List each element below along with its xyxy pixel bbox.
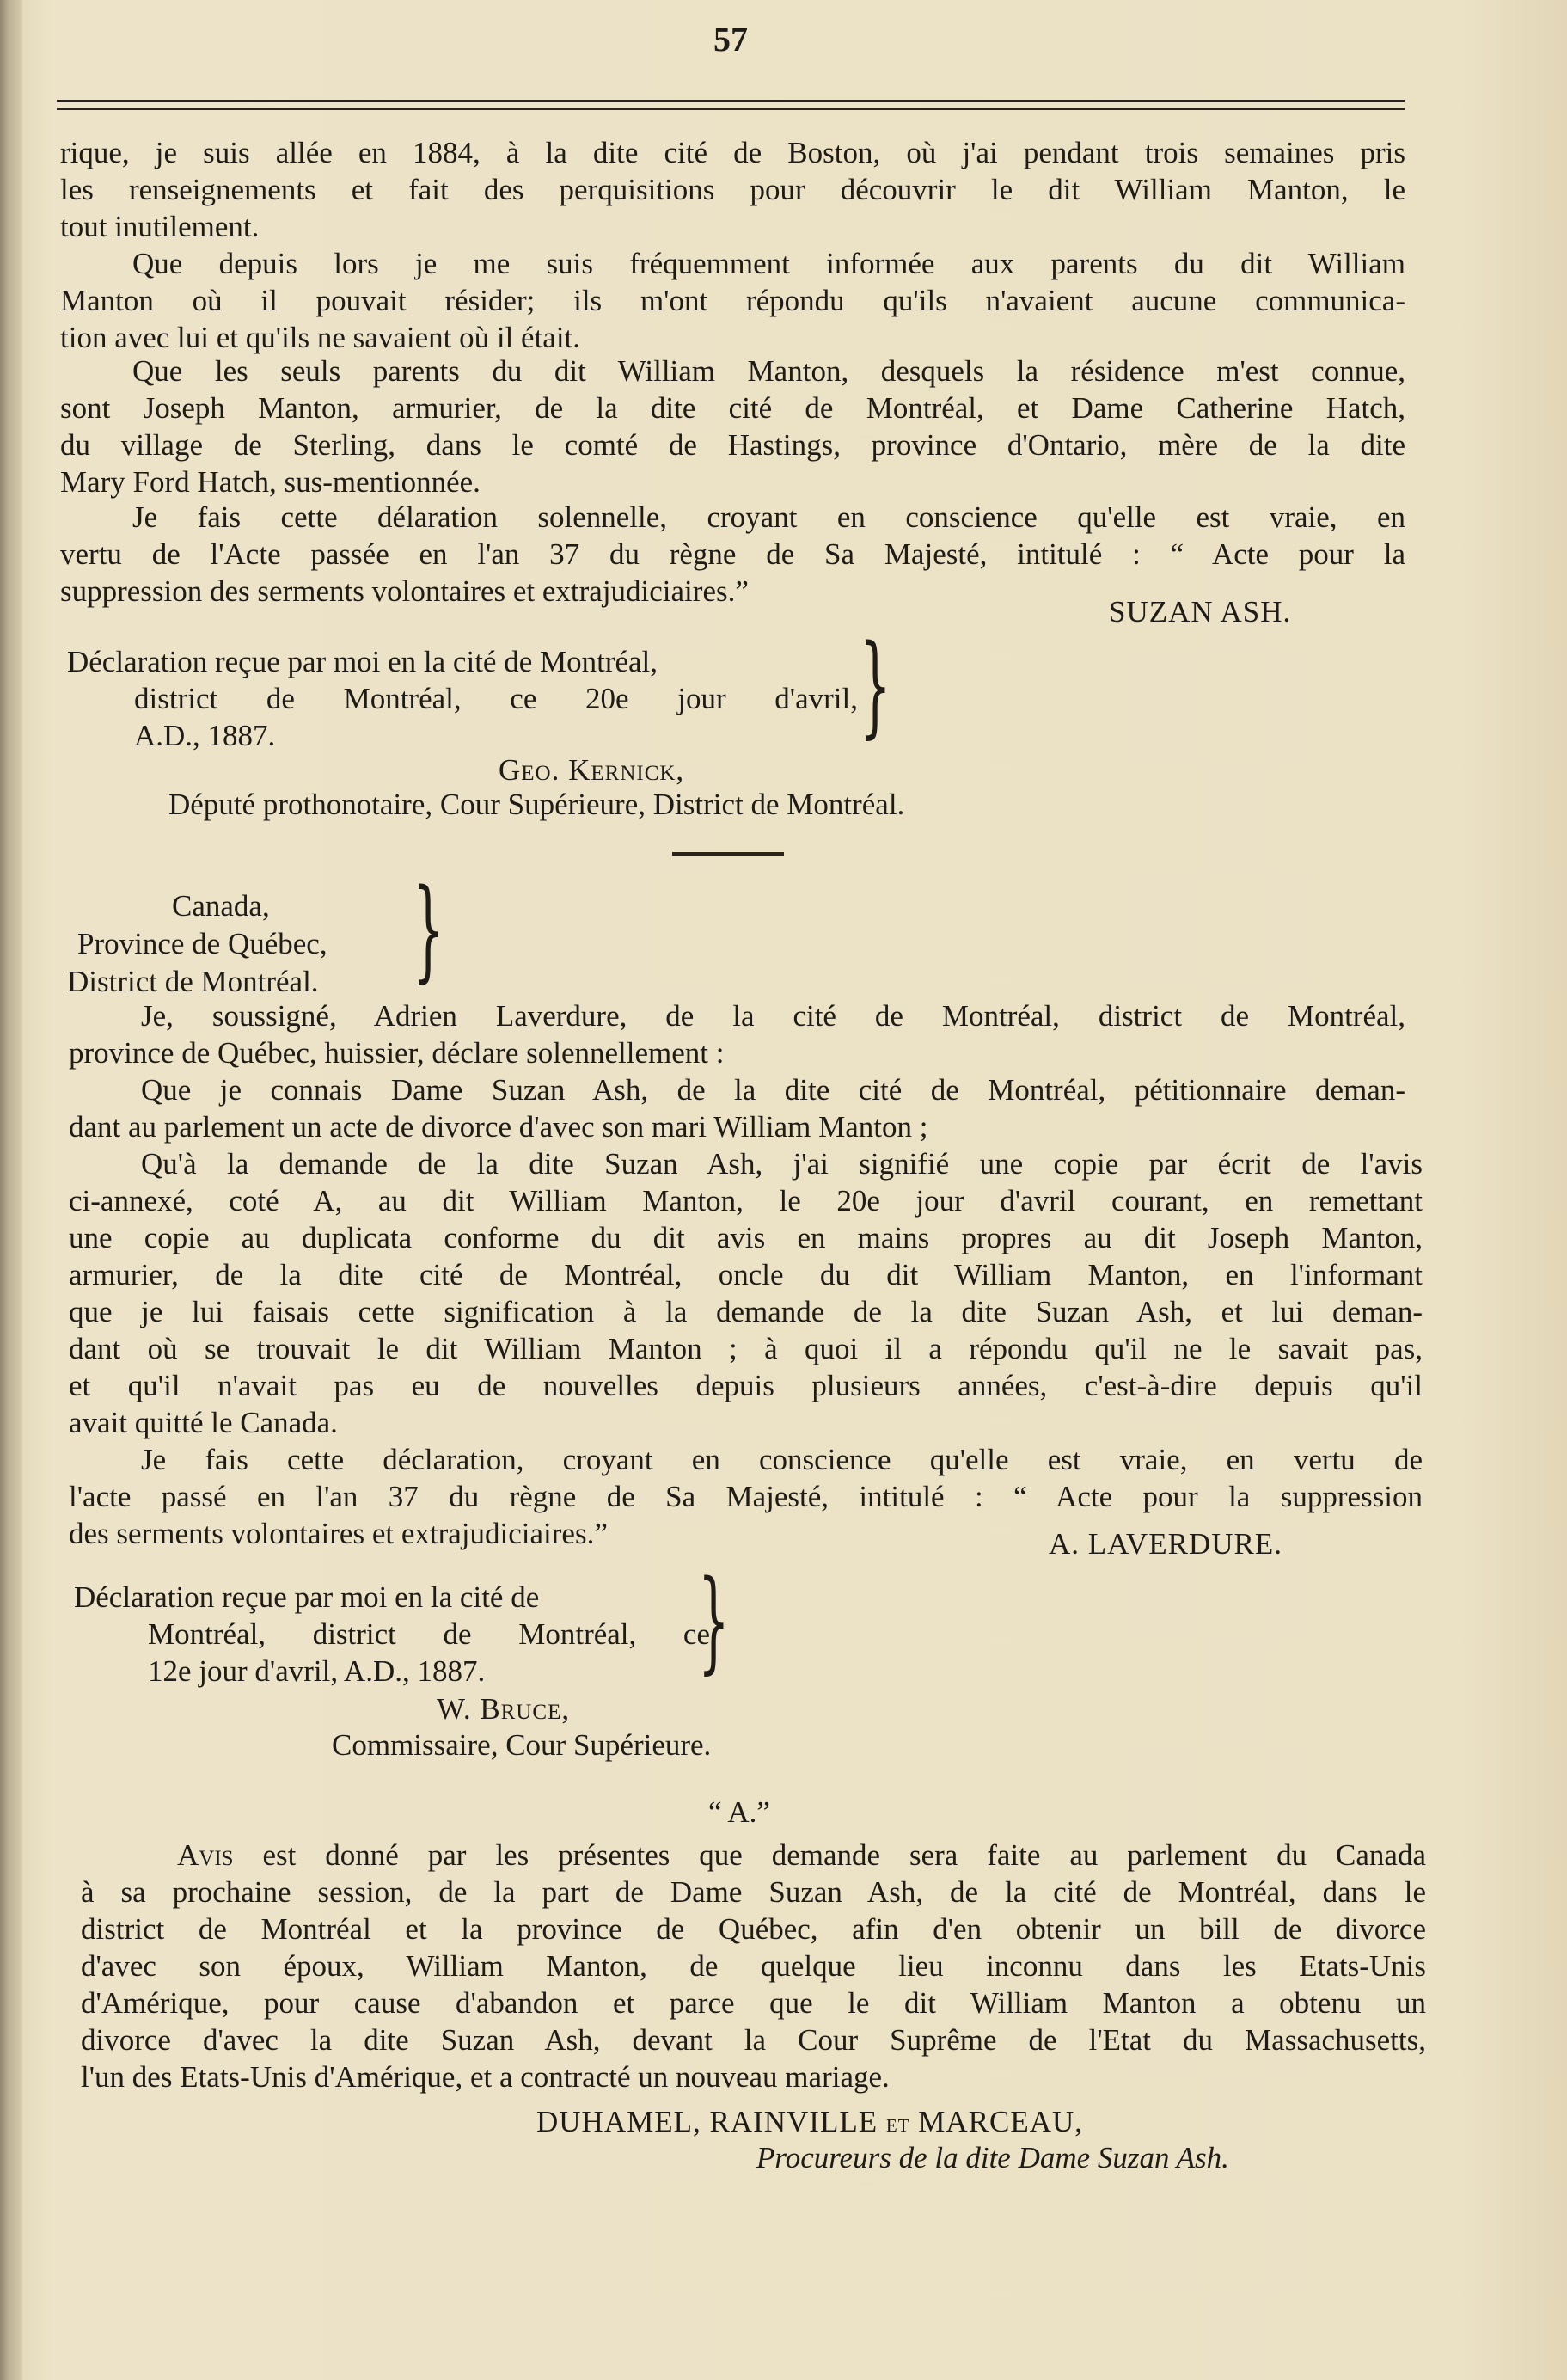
paragraph-5 [69, 997, 1405, 1071]
text-line: Je fais cette déclaration, croyant en conscience qu'elle est vraie, en vertu de [141, 1443, 1423, 1476]
text-line: Qu'à la demande de la dite Suzan Ash, j'ai signifié une copie par écrit de l'avis [141, 1147, 1423, 1181]
text-line: rique, je suis allée en 1884, à la dite cité de Boston, où j'ai pendant trois semaines pris [60, 136, 1405, 169]
text-line: Canada, [172, 889, 270, 923]
text-line: et qu'il n'avait pas eu de nouvelles depuis plusieurs années, c'est-à-dire depuis qu'il [69, 1369, 1423, 1402]
text-line: que je lui faisais cette signification à la demande de la dite Suzan Ash, et lui deman- [69, 1295, 1423, 1328]
section-divider [672, 852, 784, 856]
text-line: des serments volontaires et extrajudiciaires.” [69, 1517, 608, 1550]
firm-name-b: MARCEAU, [918, 2105, 1084, 2138]
text-line: district de Montréal et la province de Québec, afin d'en obtenir un bill de divorce [81, 1912, 1426, 1946]
text-line: l'acte passé en l'an 37 du règne de Sa Majesté, intitulé : “ Acte pour la suppression [69, 1480, 1423, 1513]
text-line: District de Montréal. [67, 965, 319, 998]
brace-venue: } [413, 866, 444, 994]
text-line: dant au parlement un acte de divorce d'avec son mari William Manton ; [69, 1110, 928, 1144]
text-line: Que depuis lors je me suis fréquemment informée aux parents du dit William [132, 247, 1405, 280]
officer-title-1: Député prothonotaire, Cour Supérieure, District de Montréal. [168, 788, 905, 821]
header-rule-thin [57, 108, 1405, 110]
text-line: d'avec son époux, William Manton, de quelque lieu inconnu dans les Etats-Unis [81, 1949, 1426, 1983]
brace-decl1: } [860, 622, 891, 750]
notice-paragraph [81, 1837, 1426, 2095]
venue-block [67, 887, 428, 1001]
text-line: Déclaration reçue par moi en la cité de [74, 1580, 540, 1614]
paragraph-1 [60, 134, 1405, 245]
paragraph-4 [60, 499, 1405, 610]
text-line: Je, soussigné, Adrien Laverdure, de la cité de Montréal, district de Montréal, [141, 999, 1405, 1033]
text-line: Montréal, district de Montréal, ce [148, 1617, 710, 1651]
text-line: divorce d'avec la dite Suzan Ash, devant la Cour Suprême de l'Etat du Massachusetts, [81, 2023, 1426, 2057]
firm-name-a: DUHAMEL, RAINVILLE [536, 2105, 878, 2138]
declaration-2 [74, 1579, 710, 1690]
text-line: Que je connais Dame Suzan Ash, de la dite cité de Montréal, pétitionnaire deman- [141, 1073, 1405, 1107]
text-line: 12e jour d'avril, A.D., 1887. [148, 1654, 486, 1688]
paragraph-7 [69, 1145, 1423, 1441]
avis-word: Avis [177, 1838, 234, 1872]
text-line: vertu de l'Acte passée en l'an 37 du règne de Sa Majesté, intitulé : “ Acte pour la [60, 537, 1405, 571]
text-line: l'un des Etats-Unis d'Amérique, et a contracté un nouveau mariage. [81, 2060, 890, 2094]
brace-decl2: } [698, 1557, 730, 1685]
text-line: tout inutilement. [60, 210, 260, 243]
text-line: Province de Québec, [77, 927, 327, 960]
officer-name-2: W. Bruce, [437, 1692, 571, 1726]
text-line: suppression des serments volontaires et extrajudiciaires.” [60, 574, 749, 608]
text-line: à sa prochaine session, de la part de Dame Suzan Ash, de la cité de Montréal, dans le [81, 1875, 1426, 1909]
text-line: Manton où il pouvait résider; ils m'ont répondu qu'ils n'avaient aucune communica- [60, 284, 1405, 317]
officer-title-2: Commissaire, Cour Supérieure. [332, 1728, 712, 1762]
text-line: sont Joseph Manton, armurier, de la dite cité de Montréal, et Dame Catherine Hatch, [60, 391, 1405, 425]
paragraph-2 [60, 245, 1405, 356]
firm-et: et [885, 2109, 910, 2138]
law-firm-role: Procureurs de la dite Dame Suzan Ash. [756, 2141, 1229, 2175]
officer-name-1: Geo. Kernick, [499, 753, 685, 787]
text-line: Déclaration reçue par moi en la cité de Montréal, [67, 645, 658, 678]
text-line: Je fais cette délaration solennelle, croyant en conscience qu'elle est vraie, en [132, 500, 1405, 534]
signature-laverdure: A. LAVERDURE. [1049, 1527, 1282, 1561]
text-line: une copie au duplicata conforme du dit avis en mains propres au dit Joseph Manton, [69, 1221, 1423, 1254]
paragraph-3 [60, 353, 1405, 500]
text-line-rest: est donné par les présentes que demande sera faite au parlement du Canada [262, 1838, 1426, 1872]
text-line: du village de Sterling, dans le comté de Hastings, province d'Ontario, mère de la dite [60, 428, 1405, 462]
text-line: les renseignements et fait des perquisitions pour découvrir le dit William Manton, le [60, 173, 1405, 206]
text-line: Mary Ford Hatch, sus-mentionnée. [60, 465, 481, 499]
paragraph-6 [69, 1071, 1405, 1145]
text-line: ci-annexé, coté A, au dit William Manton, le 20e jour d'avril courant, en remettant [69, 1184, 1423, 1218]
text-line: A.D., 1887. [134, 719, 276, 752]
text-line: dant où se trouvait le dit William Manton ; à quoi il a répondu qu'il ne le savait pas, [69, 1332, 1423, 1365]
text-line: district de Montréal, ce 20e jour d'avril, [134, 682, 858, 715]
law-firm-name [536, 2105, 1083, 2139]
text-line: Que les seuls parents du dit William Manton, desquels la résidence m'est connue, [132, 354, 1405, 388]
declaration-1 [67, 643, 858, 754]
text-line: armurier, de la dite cité de Montréal, oncle du dit William Manton, en l'informant [69, 1258, 1423, 1291]
signature-suzan-ash: SUZAN ASH. [1109, 595, 1292, 629]
text-line: avait quitté le Canada. [69, 1406, 338, 1439]
text-line: province de Québec, huissier, déclare solennellement : [69, 1036, 725, 1070]
text-line: d'Amérique, pour cause d'abandon et parce que le dit William Manton a obtenu un [81, 1986, 1426, 2020]
header-rule [57, 100, 1405, 102]
binding-gutter [0, 0, 22, 2380]
text-line: tion avec lui et qu'ils ne savaient où il était. [60, 321, 581, 354]
annex-title: “ A.” [708, 1795, 770, 1829]
page-number: 57 [713, 20, 748, 58]
text-line [81, 1837, 1426, 1874]
